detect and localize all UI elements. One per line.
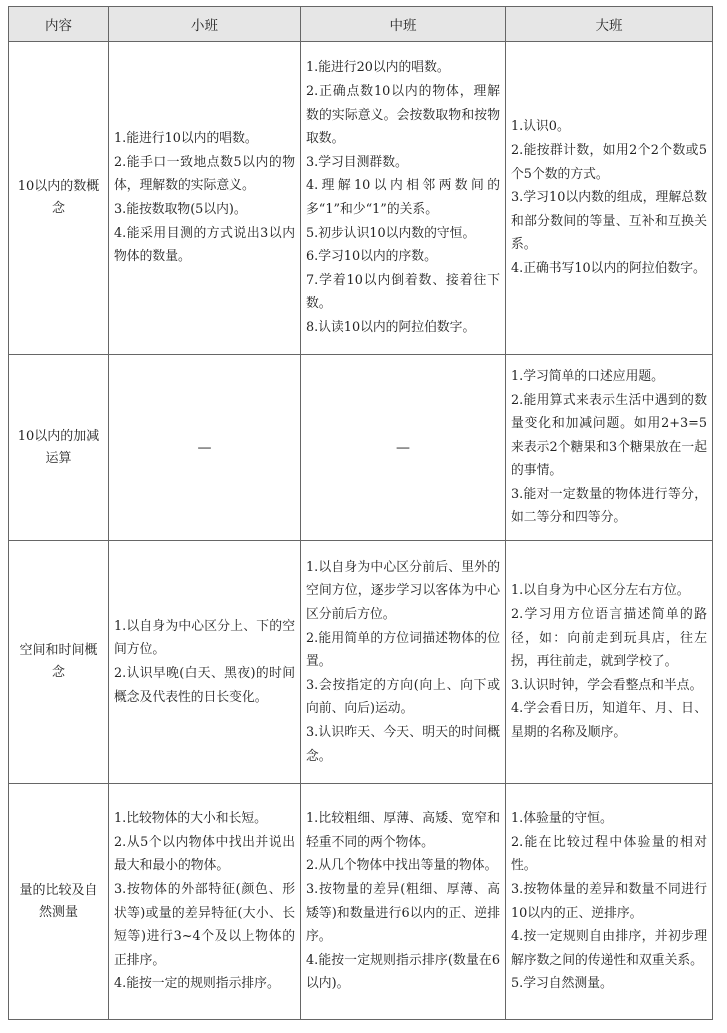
- small-class-cell: [109, 784, 301, 1020]
- list-item: 3.认识时钟，学会看整点和半点。: [511, 677, 703, 693]
- list-item: 3.会按指定的方向(向上、向下或向前、向后)运动。: [306, 677, 500, 717]
- list-item: 1.能进行10以内的唱数。: [114, 131, 258, 147]
- list-item: 4.学会看日历，知道年、月、日、星期的名称及顺序。: [511, 701, 707, 740]
- middle-class-cell: [301, 541, 506, 784]
- list-item: 1.体验量的守恒。: [511, 811, 613, 827]
- header-content: 内容: [9, 7, 109, 42]
- list-item: 3.按物量的差异(粗细、厚薄、高矮等)和数量进行6以内的正、逆排序。: [306, 881, 500, 945]
- list-item: 1.以自身为中心区分前后、里外的空间方位，逐步学习以客体为中心区分前后方位。: [306, 559, 500, 623]
- middle-class-cell: [301, 784, 506, 1020]
- small-class-cell-empty: —: [109, 355, 301, 541]
- table-row: [9, 784, 713, 1020]
- list-item: 3.认识昨天、今天、明天的时间概念。: [306, 724, 500, 764]
- middle-class-cell: [301, 42, 506, 355]
- list-item: 4.能按一定的规则指示排序。: [114, 976, 280, 992]
- list-item: 4.能采用目测的方式说出3以内物体的数量。: [114, 225, 295, 265]
- header-small-class: 小班: [109, 7, 301, 42]
- list-item: 3.能对一定数量的物体进行等分，如二等分和四等分。: [511, 486, 707, 526]
- list-item: 3.按物体量的差异和数量不同进行10以内的正、逆排序。: [511, 881, 707, 921]
- list-item: 3.学习10以内数的组成，理解总数和部分数间的等量、互补和互换关系。: [511, 190, 707, 253]
- large-class-cell: [506, 42, 713, 355]
- list-item: 5.初步认识10以内数的守恒。: [306, 225, 476, 241]
- header-middle-class: 中班: [301, 7, 506, 42]
- list-item: 4.按一定规则自由排序，并初步理解序数之间的传递性和双重关系。: [511, 929, 707, 968]
- row-topic: 10以内的加减运算: [9, 355, 109, 541]
- list-item: 1.比较粗细、厚薄、高矮、宽窄和轻重不同的两个物体。: [306, 811, 500, 850]
- large-class-cell: [506, 355, 713, 541]
- list-item: 1.以自身为中心区分上、下的空间方位。: [114, 618, 295, 658]
- list-item: 2.从几个物体中找出等量的物体。: [306, 858, 498, 874]
- row-topic: 空间和时间概念: [9, 541, 109, 784]
- list-item: 2.学习用方位语言描述简单的路径，如：向前走到玩具店，往左拐，再往前走，就到学校了。: [511, 607, 707, 670]
- small-class-cell: [109, 42, 301, 355]
- list-item: 2.能按群计数，如用2个2个数或5个5个数的方式。: [511, 143, 707, 182]
- list-item: 3.能按数取物(5以内)。: [114, 202, 247, 217]
- list-item: 1.以自身为中心区分左右方位。: [511, 583, 690, 599]
- list-item: 2.认识早晚(白天、黑夜)的时间概念及代表性的日长变化。: [114, 666, 295, 705]
- list-item: 1.比较物体的大小和长短。: [114, 811, 267, 827]
- row-topic: 10以内的数概念: [9, 42, 109, 355]
- curriculum-table: [8, 6, 713, 1020]
- list-item: 2.能手口一致地点数5以内的物体，理解数的实际意义。: [114, 154, 295, 194]
- list-item: 5.学习自然测量。: [511, 976, 613, 992]
- list-item: 2.能用算式来表示生活中遇到的数量变化和加减问题。如用2+3=5来表示2个糖果和3个糖果放在一起的事情。: [511, 392, 707, 479]
- header-row: [9, 7, 713, 42]
- list-item: 6.学习10以内的序数。: [306, 249, 437, 265]
- middle-class-cell-empty: —: [301, 355, 506, 541]
- list-item: 3.按物体的外部特征(颜色、形状等)或量的差异特征(大小、长短等)进行3~4个及以上物体的正排序。: [114, 881, 295, 968]
- table-row: [9, 541, 713, 784]
- row-topic: 量的比较及自然测量: [9, 784, 109, 1020]
- list-item: 2.能用简单的方位词描述物体的位置。: [306, 630, 500, 670]
- list-item: 8.认读10以内的阿拉伯数字。: [306, 319, 476, 335]
- list-item: 1.学习简单的口述应用题。: [511, 368, 664, 384]
- list-item: 3.学习目测群数。: [306, 154, 408, 170]
- list-item: 1.认识0。: [511, 119, 570, 135]
- list-item: 1.能进行20以内的唱数。: [306, 60, 450, 76]
- list-item: 2.正确点数10以内的物体，理解数的实际意义。会按数取物和按物取数。: [306, 84, 500, 147]
- header-large-class: 大班: [506, 7, 713, 42]
- curriculum-table-container: [8, 6, 712, 1020]
- list-item: 4.能按一定规则指示排序(数量在6以内)。: [306, 952, 500, 992]
- list-item: 2.从5个以内物体中找出并说出最大和最小的物体。: [114, 834, 295, 874]
- list-item: 2.能在比较过程中体验量的相对性。: [511, 834, 707, 874]
- list-item: 4.理解10以内相邻两数间的多“1”和少“1”的关系。: [306, 178, 500, 217]
- small-class-cell: [109, 541, 301, 784]
- table-row: [9, 355, 713, 541]
- list-item: 7.学着10以内倒着数、接着往下数。: [306, 272, 500, 312]
- large-class-cell: [506, 541, 713, 784]
- list-item: 4.正确书写10以内的阿拉伯数字。: [511, 260, 706, 276]
- large-class-cell: [506, 784, 713, 1020]
- table-row: [9, 42, 713, 355]
